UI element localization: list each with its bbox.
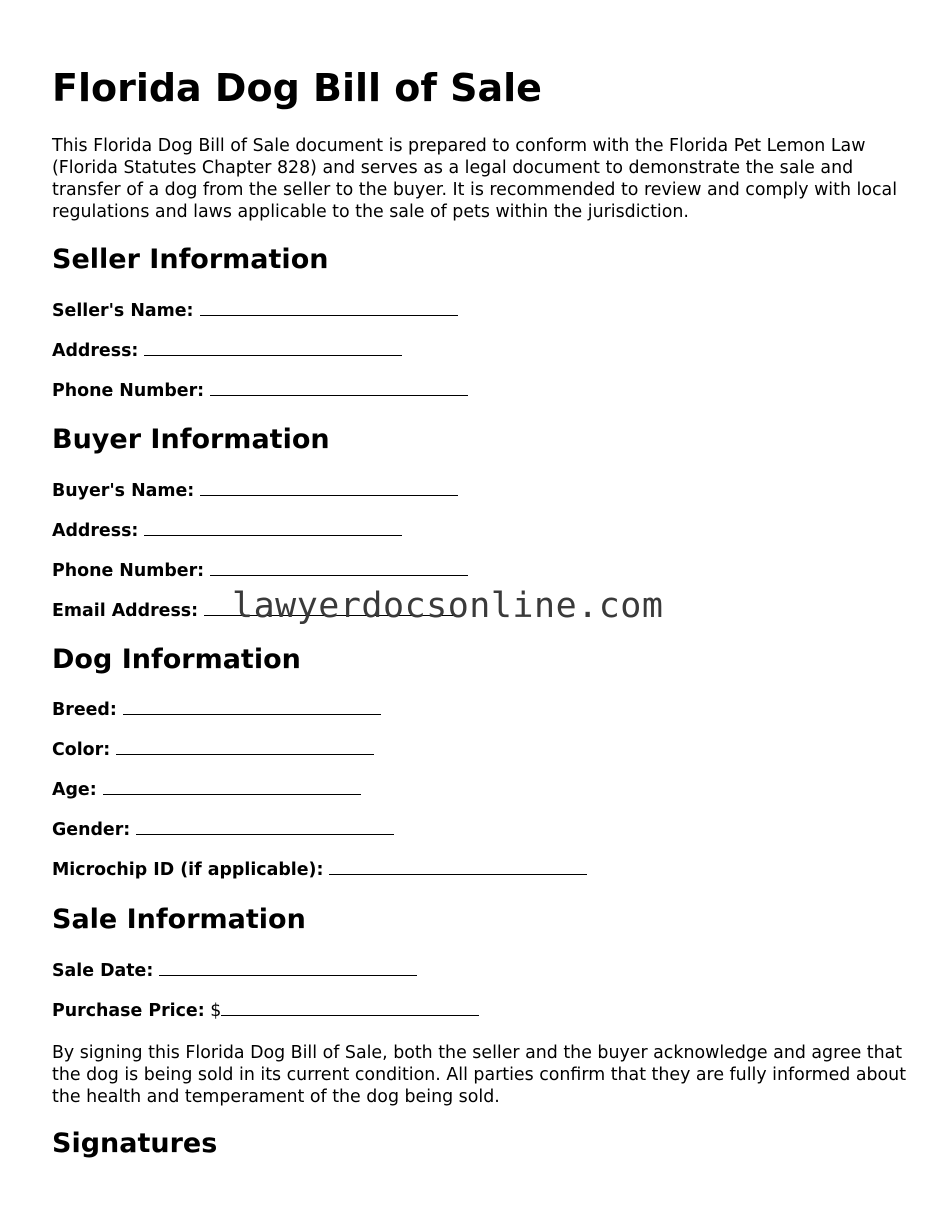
dog-age-field [52,779,361,801]
seller-address-blank[interactable] [144,340,402,356]
sale-date-field [52,960,417,982]
buyer-phone-label: Phone Number: [52,561,205,581]
seller-phone-blank[interactable] [210,380,468,396]
dog-breed-blank[interactable] [123,699,381,715]
dog-microchip-blank[interactable] [329,859,587,875]
dog-age-blank[interactable] [103,779,361,795]
signatures-section-heading: Signatures [52,1128,218,1159]
dog-breed-field [52,699,381,721]
seller-name-label: Seller's Name: [52,301,194,321]
dog-age-label: Age: [52,780,97,800]
dog-gender-field [52,819,394,841]
dog-color-label: Color: [52,740,111,760]
sale-section-heading: Sale Information [52,904,306,935]
seller-name-blank[interactable] [200,300,458,316]
seller-phone-field [52,380,468,402]
dog-color-blank[interactable] [116,739,374,755]
buyer-address-label: Address: [52,521,139,541]
seller-phone-label: Phone Number: [52,381,205,401]
buyer-address-field [52,520,402,542]
document-title: Florida Dog Bill of Sale [52,66,542,110]
purchase-price-field [52,1000,479,1022]
buyer-name-field [52,480,458,502]
dog-section-heading: Dog Information [52,644,301,675]
purchase-price-label: Purchase Price: [52,1001,205,1021]
dog-microchip-field [52,859,587,881]
intro-paragraph: This Florida Dog Bill of Sale document is prepared to conform with the Florida Pet Lemon Law (Florida Statutes Chapter 828) and serves as a legal document to demonstrate the sale and transfer of a dog from the seller to the buyer. It is recommended to review and comply with local regulations and laws applicable to the sale of pets within the jurisdiction. [52,136,898,222]
buyer-phone-field [52,560,468,582]
seller-address-label: Address: [52,341,139,361]
watermark-text: lawyerdocsonline.com [232,586,664,626]
acknowledgement-paragraph: By signing this Florida Dog Bill of Sale, both the seller and the buyer acknowledge and agree that the dog is being sold in its current condition. All parties confirm that they are fully informed about the health and temperament of the dog being sold. [52,1043,907,1107]
buyer-address-blank[interactable] [144,520,402,536]
sale-date-blank[interactable] [159,960,417,976]
dog-breed-label: Breed: [52,700,117,720]
dog-gender-blank[interactable] [136,819,394,835]
sale-date-label: Sale Date: [52,961,154,981]
dog-microchip-label: Microchip ID (if applicable): [52,860,324,880]
dog-gender-label: Gender: [52,820,131,840]
dog-color-field [52,739,374,761]
seller-name-field [52,300,458,322]
seller-section-heading: Seller Information [52,244,329,275]
currency-symbol: $ [210,1001,222,1021]
purchase-price-blank[interactable] [221,1000,479,1016]
buyer-name-label: Buyer's Name: [52,481,195,501]
seller-address-field [52,340,402,362]
buyer-section-heading: Buyer Information [52,424,330,455]
buyer-name-blank[interactable] [200,480,458,496]
buyer-email-label: Email Address: [52,601,199,621]
buyer-phone-blank[interactable] [210,560,468,576]
